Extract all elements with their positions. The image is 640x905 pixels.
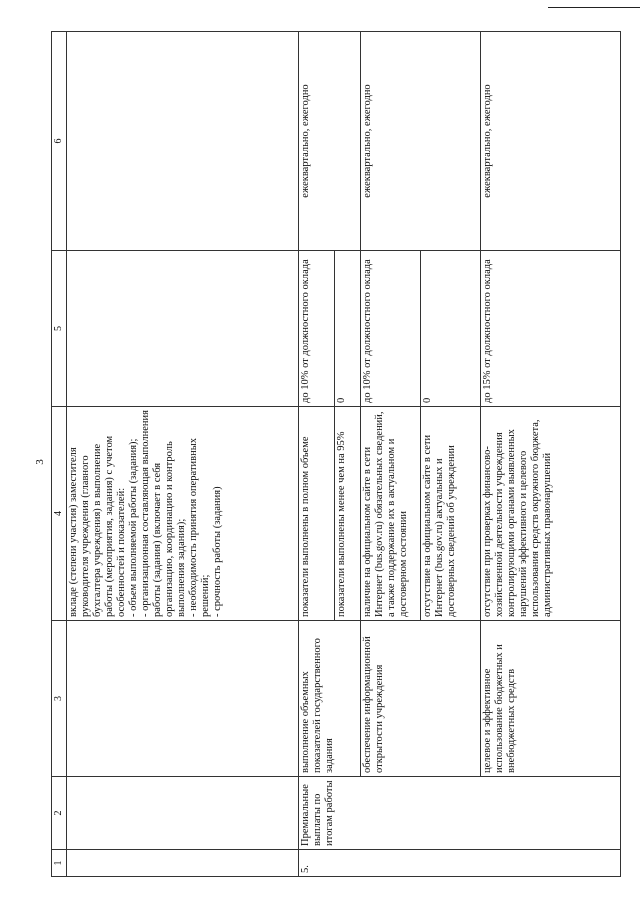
page-content [51, 32, 621, 877]
condition-amount: 0 [335, 251, 361, 407]
condition-indicator: наличие на официальном сайте в сети Интернет (bus.gov.ru) обязательных сведений, а также поддержание их в актуальном и достоверном состоянии [361, 407, 421, 621]
criteria-name: выполнение объемных показателей государственного задания [299, 621, 361, 777]
condition-amount: до 10% от должностного оклада [361, 251, 421, 407]
continuation-number-cell [67, 850, 299, 877]
column-header-5: 5 [52, 251, 67, 407]
criteria-name: обеспечение информационной открытости учреждения [361, 621, 481, 777]
column-header-2: 2 [52, 777, 67, 850]
continuation-periodicity-cell [67, 32, 299, 251]
condition-amount: 0 [421, 251, 481, 407]
table-row [361, 32, 421, 877]
rotated-table-container [51, 32, 621, 877]
continuation-criteria-cell [67, 621, 299, 777]
periodicity: ежеквартально, ежегодно [481, 32, 621, 251]
condition-indicator: отсутствие при проверках финансово-хозяйственной деятельности учреждения контролирующими органами выявленных нарушений эффективного и целевого использования средств окружного бюджета, административных правонарушений [481, 407, 621, 621]
header-rule [548, 7, 640, 8]
column-header-3: 3 [52, 621, 67, 777]
condition-indicator: отсутствие на официальном сайте в сети Интернет (bus.gov.ru) актуальных и достоверных сведений об учреждении [421, 407, 481, 621]
condition-indicator: показатели выполнены менее чем на 95% [335, 407, 361, 621]
table-row [299, 32, 335, 877]
continuation-amount-cell [67, 251, 299, 407]
column-header-6: 6 [52, 32, 67, 251]
table-row [481, 32, 621, 877]
bonus-payments-table [51, 31, 621, 877]
row-number: 5. [299, 850, 621, 877]
continuation-type-cell [67, 777, 299, 850]
condition-indicator: показатели выполнены в полном объеме [299, 407, 335, 621]
page-number: 3 [34, 459, 46, 465]
continuation-indicator-cell: вкладе (степени участия) заместителя руководителя учреждения (главного бухгалтера учреждения) в выполнение работы (мероприятия, задания) с учетом особенностей и показателей: - объем выполняемой работы (задания); - организационная составляющая выполнения работы (задания) (включает в себя организацию, координацию и контроль выполнения задания); - необходимость принятия оперативных решений; - срочность работы (задания) [67, 407, 299, 621]
column-header-4: 4 [52, 407, 67, 621]
periodicity: ежеквартально, ежегодно [299, 32, 361, 251]
criteria-name: целевое и эффективное использование бюджетных и внебюджетных средств [481, 621, 621, 777]
condition-amount: до 15% от должностного оклада [481, 251, 621, 407]
periodicity: ежеквартально, ежегодно [361, 32, 481, 251]
column-number-row [52, 32, 67, 877]
payment-type: Премиальные выплаты по итогам работы [299, 777, 621, 850]
condition-amount: до 10% от должностного оклада [299, 251, 335, 407]
continuation-row [67, 32, 299, 877]
column-header-1: 1 [52, 850, 67, 877]
